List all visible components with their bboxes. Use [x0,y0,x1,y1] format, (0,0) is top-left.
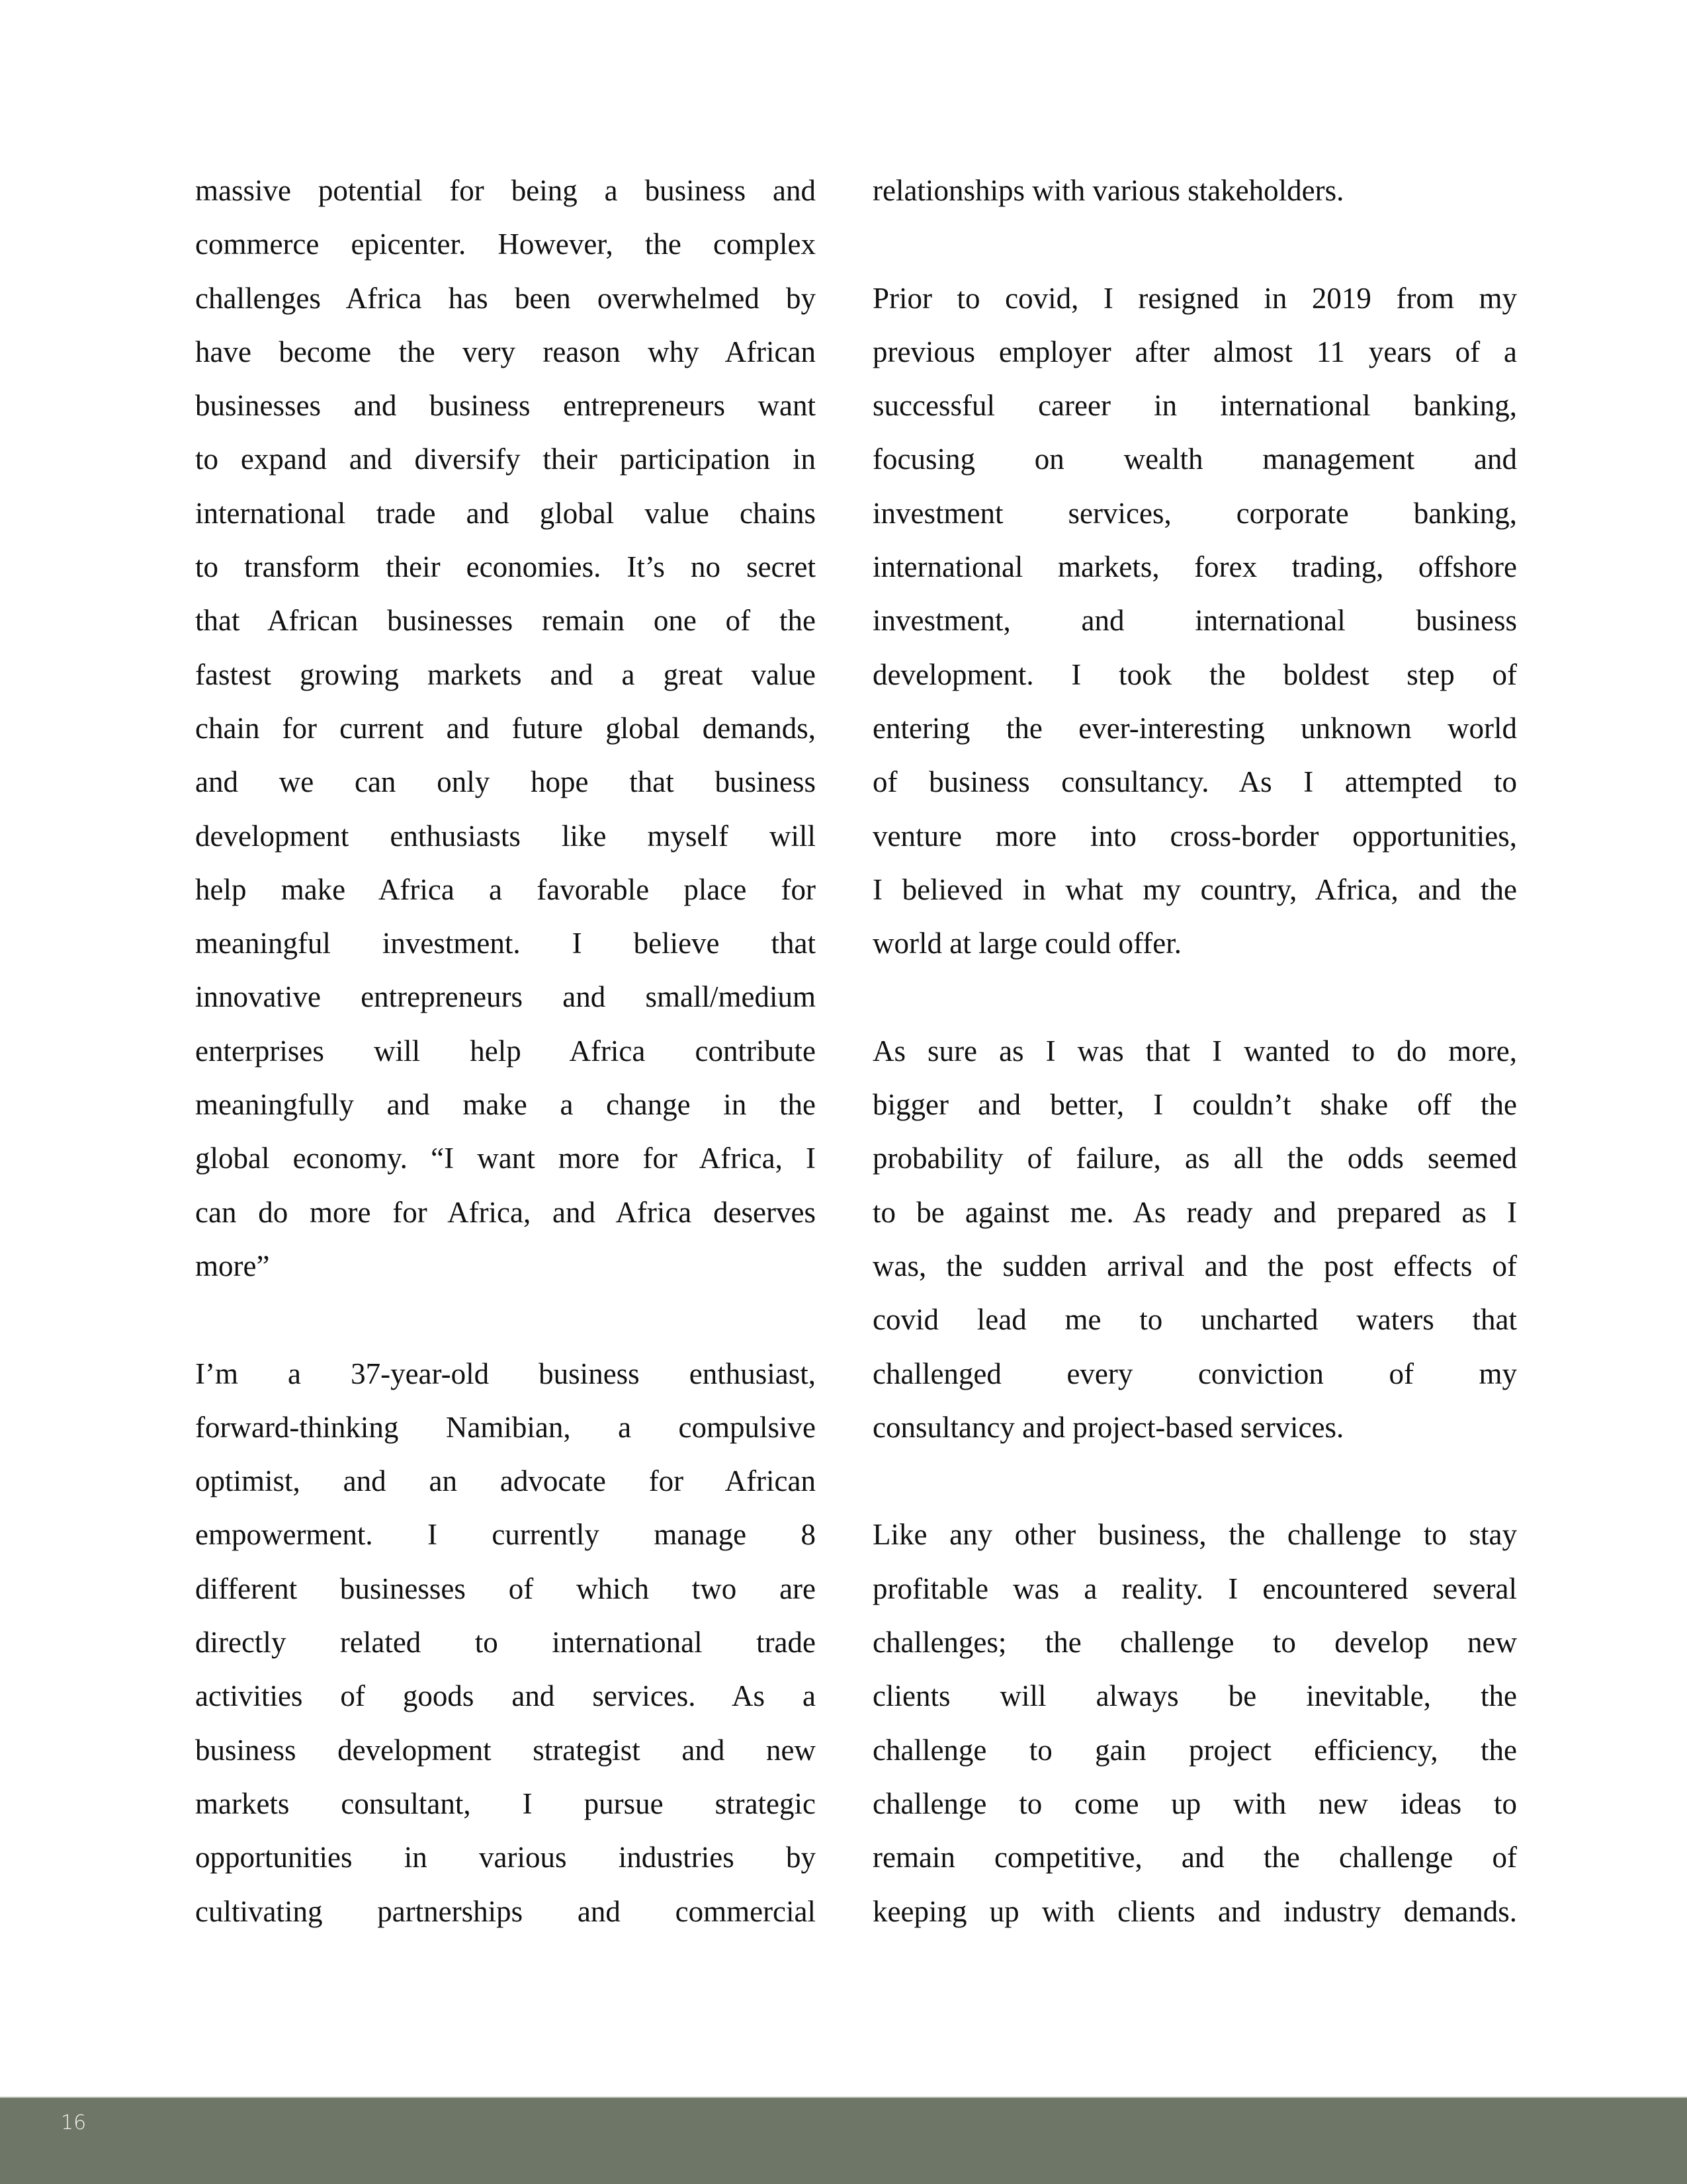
text-line: business development strategist and new [195,1733,816,1767]
text-line: enterprises will help Africa contribute [195,1034,816,1068]
paragraph [195,164,816,1293]
text-line: empowerment. I currently manage 8 [195,1518,816,1552]
text-line: global economy. “I want more for Africa, I [195,1142,816,1175]
text-line: directly related to international trade [195,1626,816,1659]
text-line: help make Africa a favorable place for [195,872,816,906]
text-line: profitable was a reality. I encountered several [873,1572,1517,1605]
text-line: innovative entrepreneurs and small/medium [195,980,816,1014]
text-column-left [195,164,816,1939]
text-line: remain competitive, and the challenge of [873,1841,1517,1874]
text-line: previous employer after almost 11 years of a [873,335,1517,368]
text-line: different businesses of which two are [195,1572,816,1605]
text-line: was, the sudden arrival and the post effects of [873,1249,1517,1282]
text-line: development enthusiasts like myself will [195,819,816,853]
text-line: challenge to gain project efficiency, the [873,1733,1517,1767]
text-line: probability of failure, as all the odds seemed [873,1142,1517,1175]
text-line: Prior to covid, I resigned in 2019 from my [873,281,1517,315]
text-line: massive potential for being a business and [195,174,816,207]
text-line: have become the very reason why African [195,335,816,368]
text-column-right [873,164,1517,1939]
text-line: development. I took the boldest step of [873,657,1517,691]
text-line: and we can only hope that business [195,765,816,799]
paragraph [873,1508,1517,1938]
text-line: clients will always be inevitable, the [873,1679,1517,1713]
paragraph [195,1347,816,1939]
text-line: bigger and better, I couldn’t shake off the [873,1088,1517,1122]
text-line: As sure as I was that I wanted to do more, [873,1034,1517,1068]
text-line: challenged every conviction of my [873,1357,1517,1390]
text-line: international trade and global value chains [195,496,816,530]
text-line: international markets, forex trading, offshore [873,550,1517,584]
text-line: to expand and diversify their participation in [195,442,816,476]
text-line: consultancy and project-based services. [873,1410,1344,1444]
page-footer [0,2097,1687,2184]
text-line: challenges Africa has been overwhelmed by [195,281,816,315]
text-line: opportunities in various industries by [195,1841,816,1874]
paragraph [873,1025,1517,1454]
text-line: cultivating partnerships and commercial [195,1894,816,1928]
paragraph-gap [873,970,1517,1024]
text-line: venture more into cross-border opportunities, [873,819,1517,853]
text-line: can do more for Africa, and Africa deserves [195,1195,816,1229]
text-line: I’m a 37-year-old business enthusiast, [195,1357,816,1390]
text-line: world at large could offer. [873,927,1182,960]
paragraph-gap [873,1454,1517,1508]
text-line: covid lead me to uncharted waters that [873,1303,1517,1337]
text-line: forward-thinking Namibian, a compulsive [195,1410,816,1444]
text-line: meaningful investment. I believe that [195,927,816,960]
text-line: investment services, corporate banking, [873,496,1517,530]
text-line: businesses and business entrepreneurs want [195,389,816,423]
text-line: optimist, and an advocate for African [195,1464,816,1498]
text-line: fastest growing markets and a great value [195,657,816,691]
text-line: to be against me. As ready and prepared as I [873,1195,1517,1229]
paragraph-gap [195,1293,816,1347]
text-line: Like any other business, the challenge to stay [873,1518,1517,1552]
text-line: meaningfully and make a change in the [195,1088,816,1122]
text-line: that African businesses remain one of the [195,604,816,638]
text-line: chain for current and future global demands, [195,711,816,745]
text-line: entering the ever-interesting unknown world [873,711,1517,745]
text-line: successful career in international banking, [873,389,1517,423]
text-line: relationships with various stakeholders. [873,174,1344,207]
paragraph [873,272,1517,971]
text-line: activities of goods and services. As a [195,1679,816,1713]
text-line: to transform their economies. It’s no secret [195,550,816,584]
text-line: investment, and international business [873,604,1517,638]
paragraph [873,164,1517,218]
page-number: 16 [61,2111,87,2134]
text-line: markets consultant, I pursue strategic [195,1786,816,1820]
text-line: keeping up with clients and industry demands. [873,1894,1517,1928]
text-line: I believed in what my country, Africa, and the [873,872,1517,906]
text-line: commerce epicenter. However, the complex [195,228,816,261]
text-line: of business consultancy. As I attempted to [873,765,1517,799]
text-line: challenge to come up with new ideas to [873,1786,1517,1820]
text-line: focusing on wealth management and [873,442,1517,476]
paragraph-gap [873,218,1517,271]
text-line: challenges; the challenge to develop new [873,1626,1517,1659]
text-line: more” [195,1249,270,1282]
